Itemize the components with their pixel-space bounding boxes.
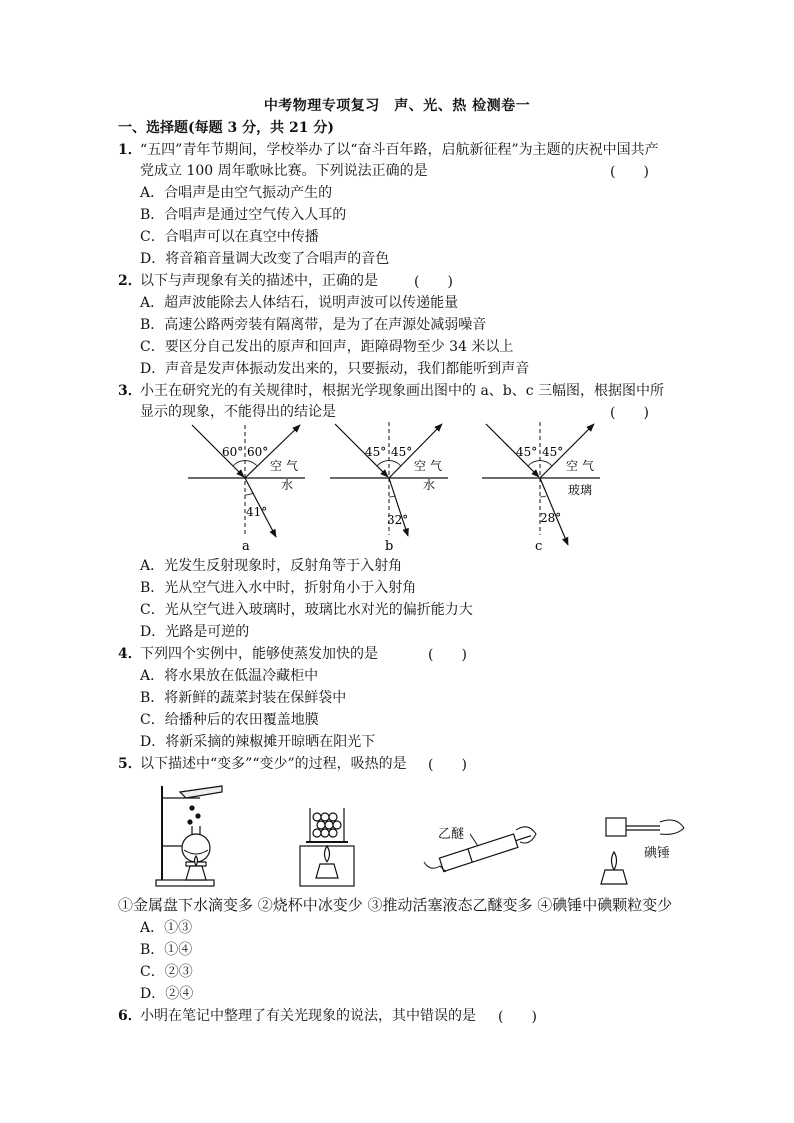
q2-option-d: D．声音是发声体振动发出来的，只要振动，我们都能听到声音 [140,361,530,377]
page-title: 中考物理专项复习 声、光、热 检测卷一 [263,98,531,114]
q1-option-c: C．合唱声可以在真空中传播 [140,229,319,245]
q5-number: 5． [118,756,142,772]
diagram-c-refract-angle: 28° [540,511,562,525]
q3-number: 3． [118,383,142,399]
q5-option-c: C．②③ [140,964,193,980]
diagram-b-reflect-angle: 45° [391,445,413,459]
q3-option-c: C．光从空气进入玻璃时，玻璃比水对光的偏折能力大 [140,602,473,618]
diagram-a-reflect-angle: 60° [247,445,269,459]
q1-text-line2: 党成立 100 周年歌咏比赛。下列说法正确的是 [140,163,428,179]
apparatus-ether-syringe [424,826,536,872]
q4-option-a: A．将水果放在低温冷藏柜中 [140,668,319,684]
q3-text-line1: 小王在研究光的有关规律时，根据光学现象画出图中的 a、b、c 三幅图，根据图中所 [140,383,665,399]
q4-answer-blank: ( ) [428,647,467,663]
q1-option-d: D．将音箱音量调大改变了合唱声的音色 [140,251,390,267]
diagram-a-label: a [242,539,250,554]
apparatus-iodine-hammer [601,818,684,884]
diagram-a-refract-angle: 41° [246,505,268,519]
q2-option-b: B．高速公路两旁装有隔离带，是为了在声源处减弱噪音 [140,317,487,333]
diagram-c-upper-medium: 空气 [566,459,599,473]
q5-option-a: A．①③ [140,920,193,936]
q2-option-c: C．要区分自己发出的原声和回声，距障碍物至少 34 米以上 [140,339,514,355]
q3-option-d: D．光路是可逆的 [140,624,250,640]
diagram-a-upper-medium: 空气 [270,459,303,473]
q2-answer-blank: ( ) [414,274,453,290]
q1-text-line1: “五四”青年节期间，学校举办了以“奋斗百年路，启航新征程”为主题的庆祝中国共产 [140,142,659,158]
diagram-b-label: b [385,539,394,554]
apparatus-ice-beaker [300,808,354,886]
ether-label: 乙醚 [438,827,465,842]
apparatus-metal-plate [156,786,222,886]
diagram-a-lower-medium: 水 [281,478,294,492]
q4-option-c: C．给播种后的农田覆盖地膜 [140,712,319,728]
q4-option-d: D．将新采摘的辣椒摊开晾晒在阳光下 [140,734,376,750]
q2-text-line1: 以下与声现象有关的描述中，正确的是 [140,273,378,289]
q5-option-b: B．①④ [140,942,193,958]
diagram-c-reflect-angle: 45° [542,445,564,459]
q5-figure-caption: ①金属盘下水滴变多 ②烧杯中冰变少 ③推动活塞液态乙醚变多 ④碘锤中碘颗粒变少 [118,896,673,914]
diagram-c-lower-medium: 玻璃 [568,483,593,497]
q3-option-b: B．光从空气进入水中时，折射角小于入射角 [140,580,417,596]
q3-text-line2: 显示的现象，不能得出的结论是 [140,404,336,420]
q1-option-a: A．合唱声是由空气振动产生的 [140,185,333,201]
q6-answer-blank: ( ) [498,1009,537,1025]
q3-answer-blank: ( ) [610,405,649,421]
q5-answer-blank: ( ) [428,757,467,773]
diagram-b-upper-medium: 空气 [414,459,447,473]
diagram-b-refract-angle: 32° [387,513,409,527]
diagram-b-incident-angle: 45° [365,445,387,459]
diagram-b-lower-medium: 水 [423,478,436,492]
q5-option-d: D．②④ [140,986,194,1002]
iodine-hammer-label: 碘锤 [644,846,671,861]
q1-number: 1． [118,142,142,158]
q2-option-a: A．超声波能除去人体结石，说明声波可以传递能量 [140,295,459,311]
q4-number: 4． [118,646,142,662]
q4-text-line1: 下列四个实例中，能够使蒸发加快的是 [140,646,378,662]
q6-number: 6． [118,1008,142,1024]
diagram-c-label: c [535,539,543,554]
q2-number: 2． [118,273,142,289]
q1-answer-blank: ( ) [610,164,649,180]
diagram-c-incident-angle: 45° [516,445,538,459]
q6-text-line1: 小明在笔记中整理了有关光现象的说法，其中错误的是 [140,1008,476,1024]
section-heading: 一、选择题(每题 3 分，共 21 分) [118,120,334,136]
q5-text-line1: 以下描述中“变多”“变少”的过程，吸热的是 [140,756,407,772]
q1-option-b: B．合唱声是通过空气传入人耳的 [140,207,347,223]
q3-option-a: A．光发生反射现象时，反射角等于入射角 [140,558,403,574]
q4-option-b: B．将新鲜的蔬菜封装在保鲜袋中 [140,690,347,706]
diagram-a-incident-angle: 60° [222,445,244,459]
